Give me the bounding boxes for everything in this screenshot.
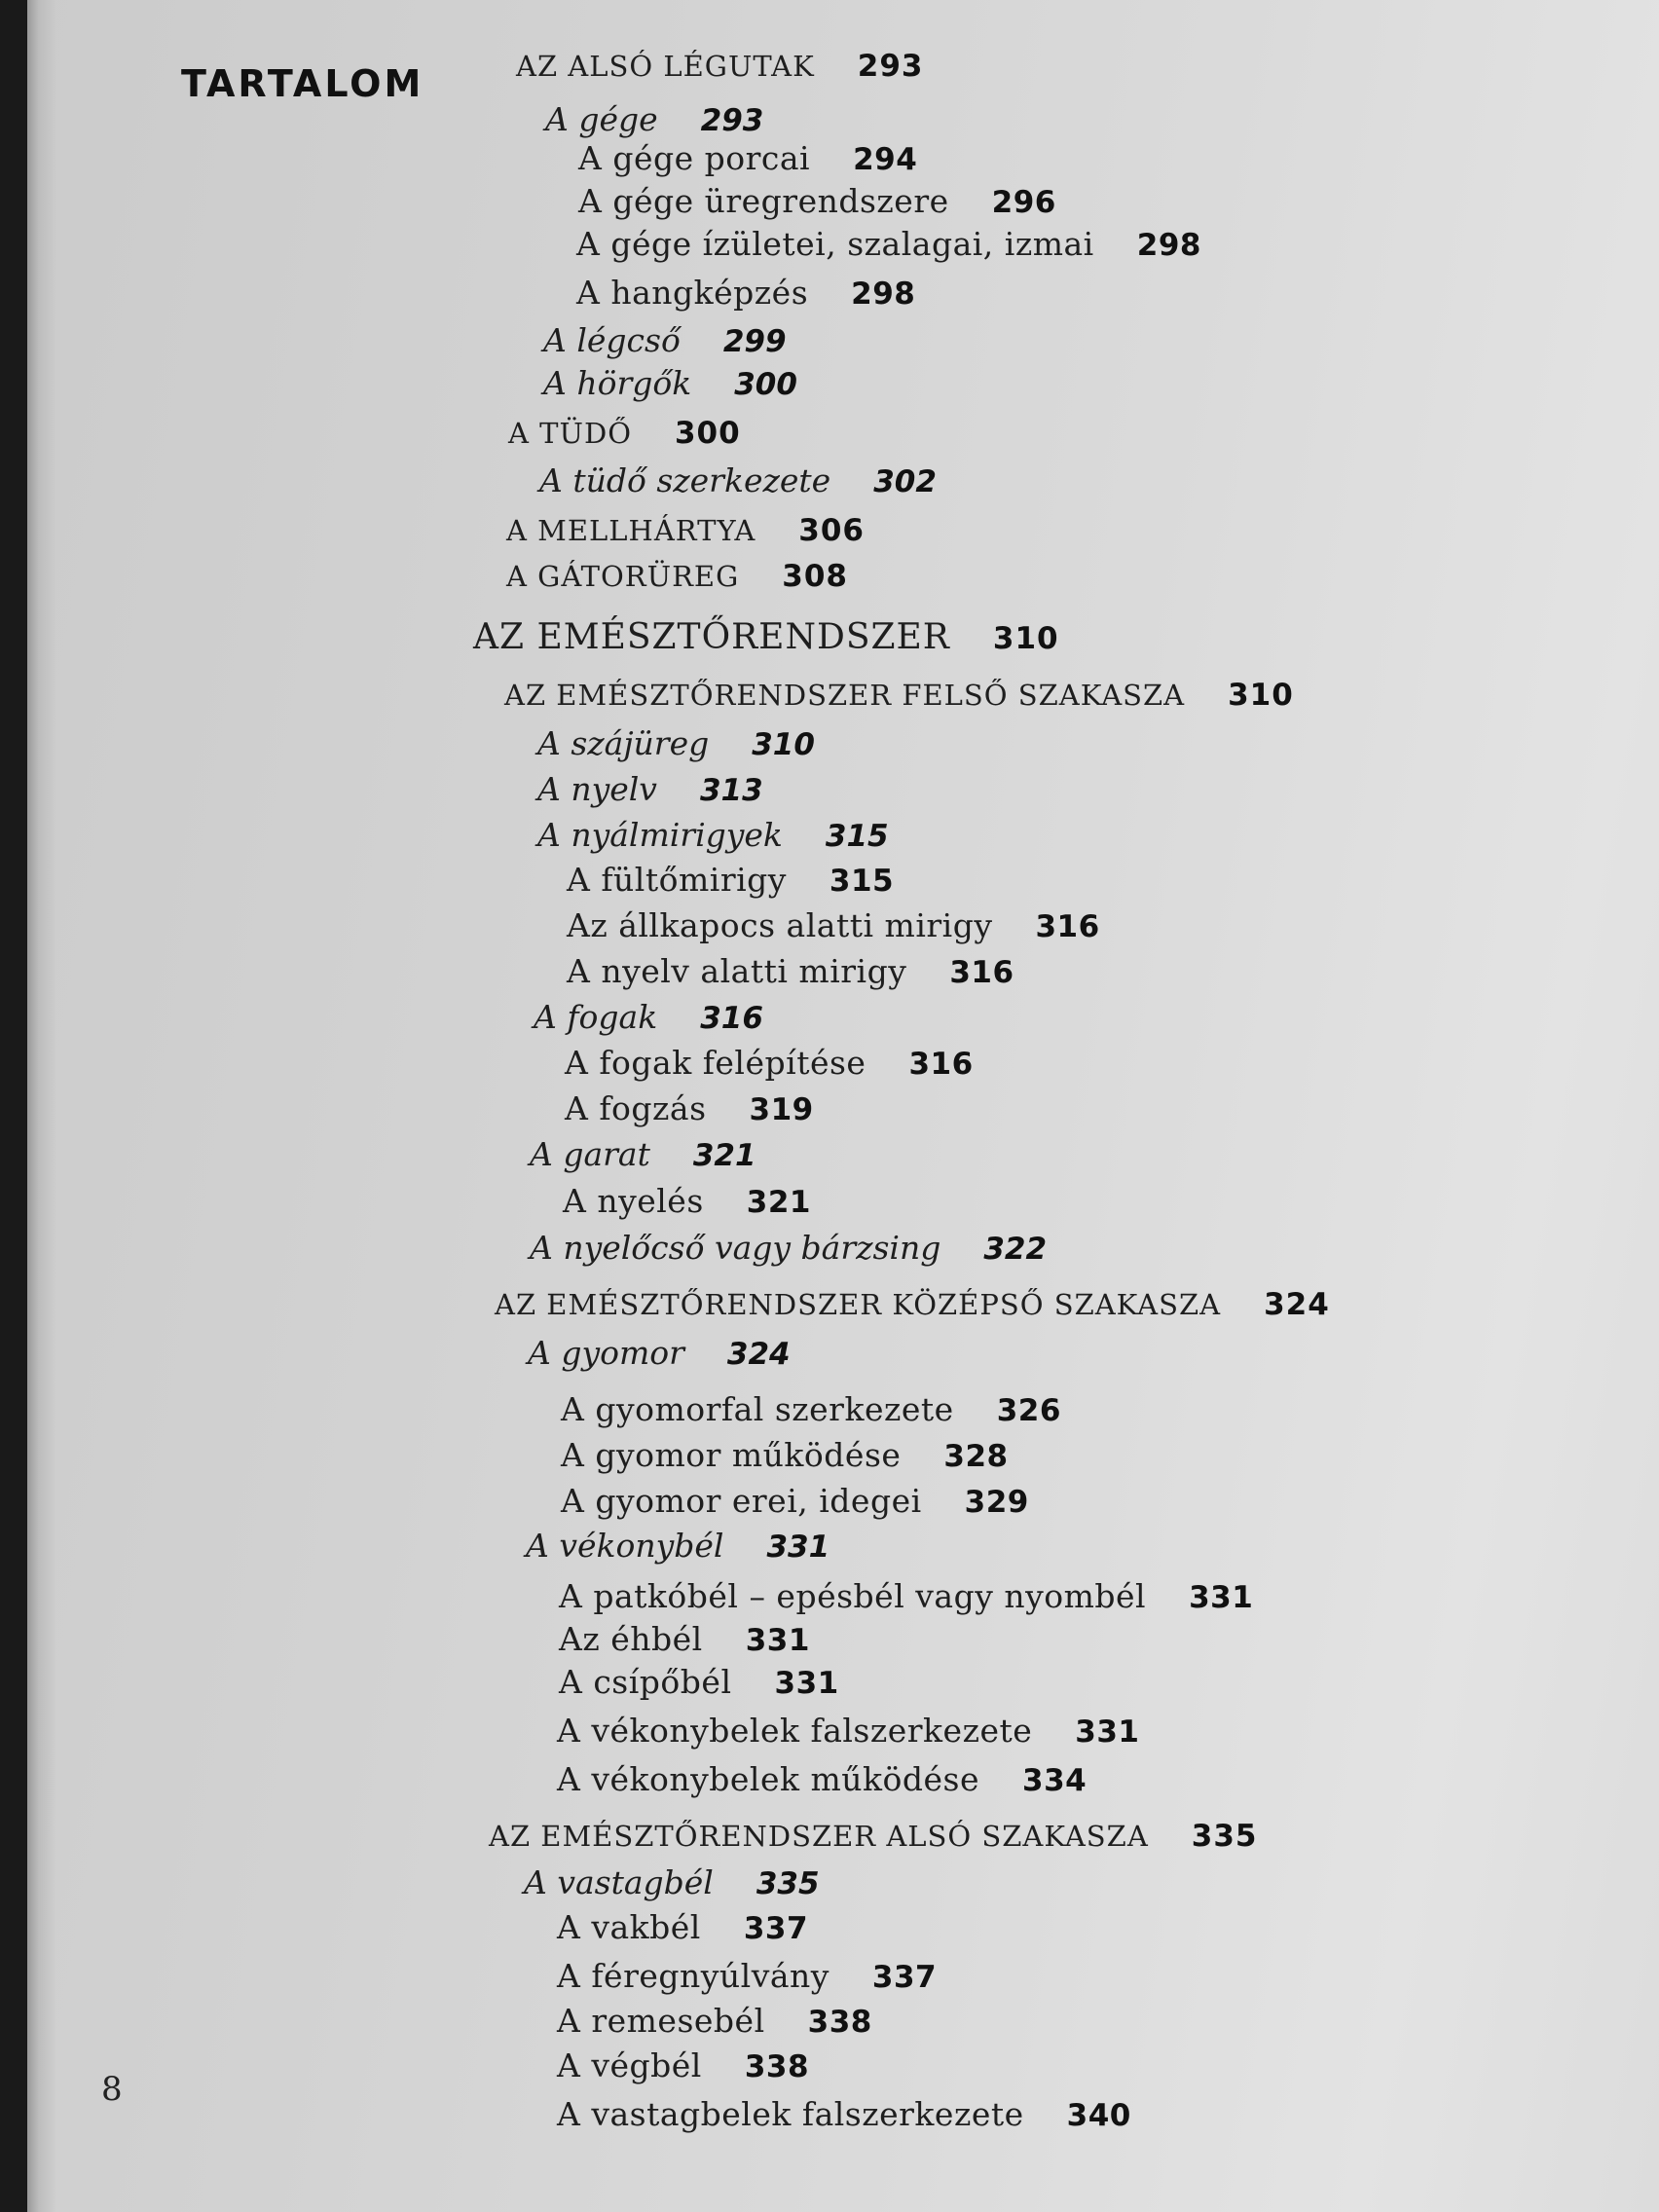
toc-entry-topic (561, 1436, 1009, 1474)
toc-entry-subsection (539, 461, 937, 499)
toc-entry-label: AZ ALSÓ LÉGUTAK (516, 50, 815, 83)
toc-entry-section (495, 1287, 1330, 1322)
toc-entry-page: 335 (1191, 1819, 1258, 1854)
toc-entry-page: 338 (807, 2005, 872, 2040)
toc-entry-page: 331 (1189, 1580, 1254, 1615)
toc-entry-subsection (543, 364, 797, 402)
toc-entry-page: 310 (1228, 678, 1294, 713)
toc-entry-label: AZ EMÉSZTŐRENDSZER (473, 617, 950, 657)
toc-entry-label: A nyálmirigyek (537, 816, 783, 854)
toc-entry-topic (559, 1663, 839, 1701)
toc-entry-page: 340 (1066, 2098, 1131, 2133)
toc-entry-section (506, 513, 865, 548)
toc-entry-label: A gége (545, 100, 658, 138)
toc-entry-label: AZ EMÉSZTŐRENDSZER FELSŐ SZAKASZA (504, 679, 1186, 712)
toc-entry-label: A garat (530, 1135, 650, 1173)
toc-entry-page: 313 (699, 773, 763, 808)
toc-entry-label: A vastagbél (524, 1863, 714, 1901)
toc-entry-label: A gége üregrendszere (578, 182, 949, 220)
toc-entry-label: Az állkapocs alatti mirigy (567, 906, 993, 944)
toc-entry-subsection (537, 770, 763, 808)
toc-entry-label: A végbél (557, 2046, 702, 2084)
toc-entry-topic (561, 1482, 1029, 1520)
toc-entry-section (504, 678, 1294, 713)
toc-entry-page: 293 (857, 49, 924, 84)
toc-entry-label: A patkóbél – epésbél vagy nyombél (559, 1577, 1147, 1615)
toc-entry-topic (559, 1620, 810, 1658)
toc-entry-topic (557, 2095, 1131, 2133)
toc-entry-subsection (524, 1863, 820, 1901)
toc-entry-page: 322 (983, 1232, 1048, 1267)
page-title: TARTALOM (181, 62, 424, 105)
toc-entry-label: Az éhbél (559, 1620, 703, 1658)
toc-entry-topic (567, 952, 1014, 990)
toc-entry-page: 293 (700, 103, 764, 138)
toc-entry-page: 310 (992, 621, 1059, 656)
toc-entry-topic (557, 1957, 937, 1995)
toc-entry-subsection (530, 1135, 756, 1173)
toc-entry-topic (557, 1760, 1087, 1798)
toc-entry-chapter (473, 617, 1059, 657)
toc-entry-subsection (537, 816, 889, 854)
toc-entry-subsection (534, 998, 763, 1036)
toc-entry-topic (557, 1712, 1140, 1750)
toc-entry-section (489, 1819, 1257, 1854)
toc-entry-label: A hörgők (543, 364, 692, 402)
toc-entry-page: 298 (851, 276, 916, 312)
toc-entry-page: 310 (752, 727, 815, 762)
toc-entry-page: 329 (964, 1485, 1029, 1520)
toc-entry-label: A nyelv alatti mirigy (567, 952, 907, 990)
toc-entry-label: A gége ízületei, szalagai, izmai (576, 225, 1094, 263)
toc-entry-label: A GÁTORÜREG (506, 560, 740, 593)
toc-entry-label: A csípőbél (559, 1663, 732, 1701)
toc-entry-subsection (545, 100, 763, 138)
toc-entry-label: A gyomor működése (561, 1436, 902, 1474)
toc-entry-topic (578, 139, 917, 177)
toc-entry-label: A vakbél (557, 1908, 701, 1946)
toc-entry-page: 316 (949, 955, 1014, 990)
toc-entry-page: 328 (943, 1439, 1009, 1474)
toc-entry-label: A nyelés (563, 1182, 704, 1220)
toc-entry-topic (563, 1182, 811, 1220)
toc-entry-topic (559, 1577, 1253, 1615)
toc-entry-subsection (530, 1229, 1047, 1267)
toc-entry-label: A vékonybelek működése (557, 1760, 980, 1798)
toc-entry-label: A fogak (534, 998, 658, 1036)
toc-entry-label: A remesebél (557, 2002, 765, 2040)
toc-entry-label: A féregnyúlvány (557, 1957, 830, 1995)
toc-entry-page: 306 (798, 513, 865, 548)
toc-entry-topic (578, 182, 1056, 220)
toc-entry-subsection (543, 321, 787, 359)
toc-entry-topic (557, 2002, 872, 2040)
toc-entry-label: A gyomorfal szerkezete (561, 1390, 954, 1428)
toc-entry-subsection (526, 1527, 830, 1565)
toc-entry-topic (565, 1089, 814, 1127)
toc-entry-page: 337 (743, 1911, 809, 1946)
toc-entry-topic (565, 1044, 974, 1082)
toc-entry-subsection (537, 724, 815, 762)
toc-entry-label: A tüdő szerkezete (539, 461, 831, 499)
toc-entry-page: 331 (766, 1530, 830, 1565)
toc-entry-page: 321 (746, 1185, 811, 1220)
toc-entry-label: A gyomor (528, 1334, 684, 1372)
toc-entry-label: A TÜDŐ (508, 417, 632, 450)
toc-entry-page: 338 (744, 2049, 810, 2084)
toc-entry-label: A gége porcai (578, 139, 811, 177)
toc-entry-page: 326 (996, 1393, 1061, 1428)
toc-entry-page: 315 (829, 864, 895, 899)
toc-entry-page: 331 (1075, 1714, 1140, 1750)
toc-entry-topic (567, 861, 894, 899)
toc-entry-label: AZ EMÉSZTŐRENDSZER KÖZÉPSŐ SZAKASZA (495, 1288, 1222, 1321)
toc-entry-section (506, 559, 848, 594)
toc-entry-label: A vékonybelek falszerkezete (557, 1712, 1033, 1750)
toc-entry-label: A nyelőcső vagy bárzsing (530, 1229, 941, 1267)
toc-entry-topic (557, 2046, 809, 2084)
toc-entry-page: 321 (692, 1138, 756, 1173)
toc-entry-page: 299 (722, 324, 787, 359)
toc-entry-label: AZ EMÉSZTŐRENDSZER ALSÓ SZAKASZA (489, 1820, 1149, 1853)
toc-entry-page: 315 (825, 819, 889, 854)
toc-entry-page: 300 (734, 367, 797, 402)
toc-entry-page: 319 (749, 1092, 814, 1127)
toc-entry-page: 316 (1035, 909, 1100, 944)
toc-entry-topic (557, 1908, 808, 1946)
toc-entry-page: 308 (782, 559, 848, 594)
page-number: 8 (101, 2070, 123, 2109)
toc-entry-label: A vékonybél (526, 1527, 724, 1565)
toc-entry-page: 337 (871, 1960, 938, 1995)
toc-entry-page: 302 (873, 464, 937, 499)
toc-entry-label: A fogak felépítése (565, 1044, 866, 1082)
toc-entry-topic (576, 274, 915, 312)
toc-entry-page: 316 (700, 1001, 763, 1036)
toc-entry-page: 294 (853, 142, 918, 177)
toc-entry-section (508, 416, 741, 451)
toc-entry-page: 300 (674, 416, 741, 451)
toc-entry-page: 331 (774, 1666, 839, 1701)
toc-entry-topic (576, 225, 1201, 263)
toc-entry-section (516, 49, 924, 84)
toc-entry-page: 324 (1264, 1287, 1330, 1322)
toc-entry-page: 316 (908, 1047, 974, 1082)
toc-entry-page: 324 (726, 1337, 791, 1372)
toc-entry-page: 331 (745, 1623, 810, 1658)
toc-entry-page: 298 (1136, 228, 1201, 263)
toc-entry-topic (567, 906, 1100, 944)
toc-entry-label: A fogzás (565, 1089, 707, 1127)
toc-entry-label: A MELLHÁRTYA (506, 514, 756, 547)
toc-entry-label: A szájüreg (537, 724, 710, 762)
toc-entry-label: A gyomor erei, idegei (561, 1482, 922, 1520)
toc-entry-page: 334 (1022, 1763, 1088, 1798)
toc-entry-label: A nyelv (537, 770, 657, 808)
toc-entry-page: 296 (991, 185, 1056, 220)
toc-entry-topic (561, 1390, 1061, 1428)
toc-entry-label: A hangképzés (576, 274, 809, 312)
toc-entry-page: 335 (756, 1866, 820, 1901)
toc-entry-label: A légcső (543, 321, 681, 359)
toc-entry-subsection (528, 1334, 791, 1372)
toc-entry-label: A vastagbelek falszerkezete (557, 2095, 1024, 2133)
toc-entry-label: A fültőmirigy (567, 861, 787, 899)
